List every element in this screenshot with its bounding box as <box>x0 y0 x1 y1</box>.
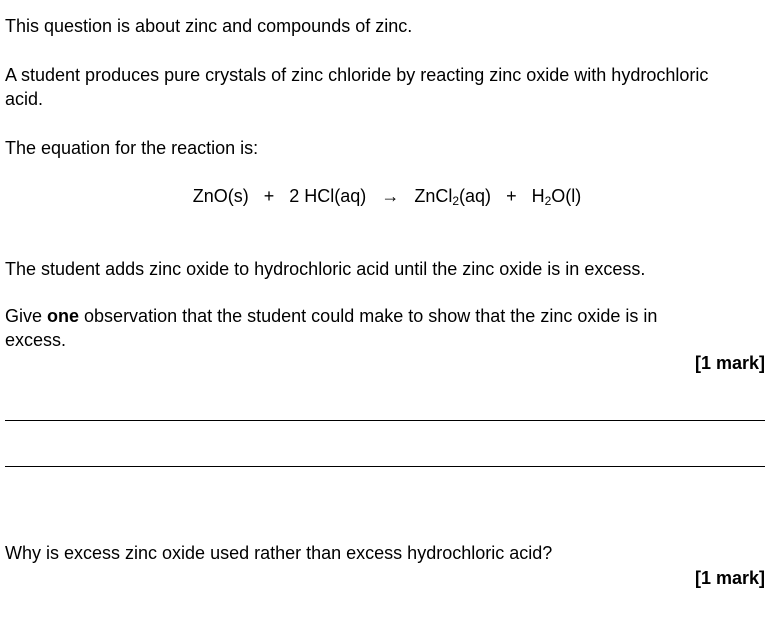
plus-sign: + <box>506 186 517 206</box>
water-state: O(l) <box>551 186 582 206</box>
question-2-marks: [1 mark] <box>694 568 765 588</box>
answer-line[interactable] <box>5 466 765 467</box>
equation-intro-text: The equation for the reaction is: <box>5 138 259 158</box>
water-formula: H <box>531 186 545 206</box>
question-1-marks: [1 mark] <box>694 353 765 373</box>
context-text: A student produces pure crystals of zinc chloride by reacting zinc oxide with hydrochloric acid. <box>5 65 709 109</box>
water-subscript: 2 <box>544 194 552 208</box>
question-1-emphasis: one <box>47 306 80 326</box>
product-zinc-chloride <box>414 184 491 208</box>
answer-line[interactable] <box>5 420 765 421</box>
question-1 <box>5 304 717 352</box>
question-1-post: observation that the student could make to show that the zinc oxide is in excess. <box>5 306 658 350</box>
question-2: Why is excess zinc oxide used rather than excess hydrochloric acid? <box>5 543 553 563</box>
product-water <box>532 184 582 208</box>
plus-sign: + <box>263 186 275 206</box>
zinc-chloride-state: (aq) <box>459 186 492 206</box>
reactant-zinc-oxide: ZnO(s) <box>192 186 249 206</box>
excess-statement-text: The student adds zinc oxide to hydrochloric acid until the zinc oxide is in excess. <box>5 259 646 279</box>
intro-text: This question is about zinc and compounds of zinc. <box>5 16 413 36</box>
zinc-chloride-subscript: 2 <box>452 194 460 208</box>
reaction-arrow: → <box>381 186 400 206</box>
question-1-pre: Give <box>5 306 48 326</box>
reactant-hydrochloric-acid: 2 HCl(aq) <box>289 186 367 206</box>
zinc-chloride-formula: ZnCl <box>414 186 453 206</box>
chemical-equation <box>0 184 774 208</box>
